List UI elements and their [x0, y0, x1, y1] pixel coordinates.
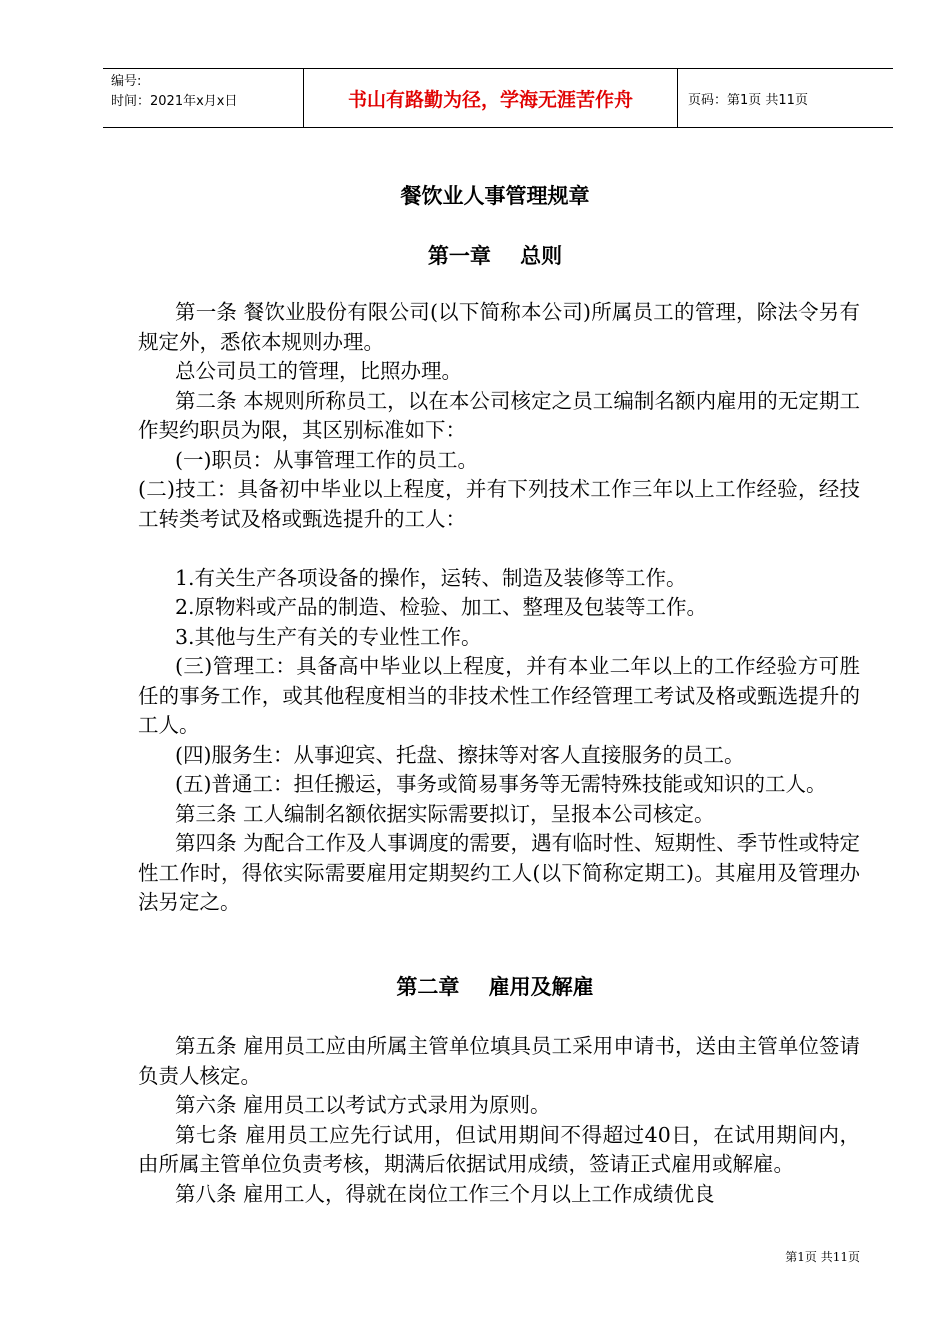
motto-text: 书山有路勤为径，学海无涯苦作舟 [304, 69, 678, 127]
page-footer: 第1页 共11页 [785, 1250, 860, 1264]
page-header [103, 68, 893, 128]
article-7: 第七条 雇用员工应先行试用，但试用期间不得超过40日，在试用期间内，由所属主管单位负责考核，期满后依据试用成绩，签请正式雇用或解雇。 [138, 1122, 860, 1176]
tech-item-3: 3.其他与生产有关的专业性工作。 [175, 624, 482, 649]
article-8: 第八条 雇用工人，得就在岗位工作三个月以上工作成绩优良 [175, 1181, 715, 1206]
tech-item-2: 2.原物料或产品的制造、检验、加工、整理及包装等工作。 [175, 595, 708, 619]
time-label: 时间：2021年x月x日 [111, 94, 238, 109]
header-left-cell [103, 69, 304, 127]
article-5: 第五条 雇用员工应由所属主管单位填具员工采用申请书，送由主管单位签请负责人核定。 [138, 1034, 860, 1088]
header-page-info: 页码：第1页 共11页 [688, 92, 808, 108]
article-4: 第四条 为配合工作及人事调度的需要，遇有临时性、短期性、季节性或特定性工作时，得依实际需要雇用定期契约工人(以下简称定期工)。其雇用及管理办法另定之。 [138, 831, 860, 914]
category-general-worker: (五)普通工：担任搬运，事务或简易事务等无需特殊技能或知识的工人。 [175, 772, 827, 796]
article-2: 第二条 本规则所称员工，以在本公司核定之员工编制名额内雇用的无定期工作契约职员为限，其区别标准如下： [138, 388, 860, 442]
tech-item-1: 1.有关生产各项设备的操作，运转、制造及装修等工作。 [175, 565, 687, 590]
article-1-note: 总公司员工的管理，比照办理。 [175, 359, 462, 383]
spacer [138, 534, 860, 564]
chapter-2-body [138, 1032, 860, 1209]
chapter-1-heading: 第一章 总则 [427, 244, 563, 268]
chapter-2-heading: 第二章 雇用及解雇 [396, 975, 594, 999]
category-technician: (二)技工：具备初中毕业以上程度，并有下列技术工作三年以上工作经验，经技工转类考试及格或甄选提升的工人： [138, 477, 860, 531]
category-admin-worker: (三)管理工：具备高中毕业以上程度，并有本业二年以上的工作经验方可胜任的事务工作，或其他程度相当的非技术性工作经管理工考试及格或甄选提升的工人。 [138, 654, 860, 737]
chapter-1-body [138, 298, 860, 918]
category-staff: (一)职员：从事管理工作的员工。 [175, 447, 478, 472]
serial-number-label: 编号: [111, 74, 142, 89]
category-waiter: (四)服务生：从事迎宾、托盘、擦抹等对客人直接服务的员工。 [175, 742, 745, 767]
article-1: 第一条 餐饮业股份有限公司(以下简称本公司)所属员工的管理，除法令另有规定外，悉依本规则办理。 [138, 300, 860, 354]
document-title: 餐饮业人事管理规章 [400, 184, 590, 208]
article-3: 第三条 工人编制名额依据实际需要拟订，呈报本公司核定。 [175, 801, 715, 826]
article-6: 第六条 雇用员工以考试方式录用为原则。 [175, 1093, 551, 1117]
